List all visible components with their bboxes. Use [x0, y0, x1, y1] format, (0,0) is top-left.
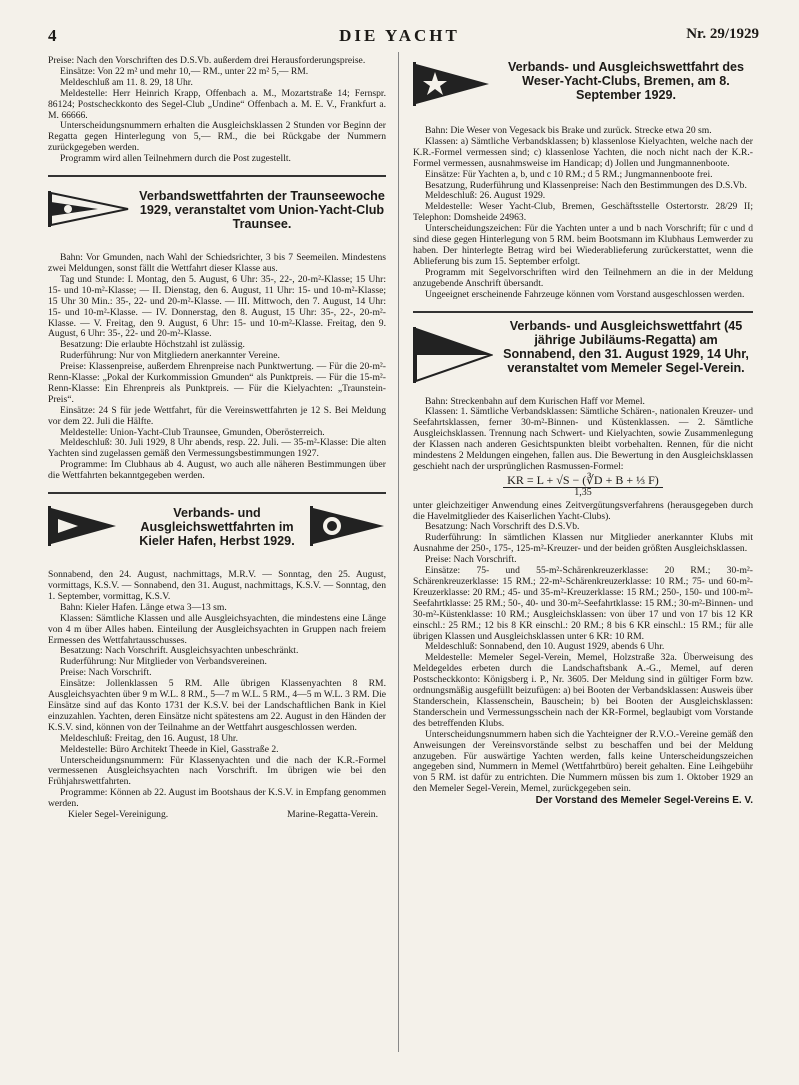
kiel-paragraph: Meldestelle: Büro Architekt Theede in Kiel, Gasstraße 2. — [60, 743, 279, 755]
kiel-paragraph: Ruderführung: Nur Mitglieder von Verbandsvereinen. — [60, 656, 267, 668]
weser-paragraph: Bahn: Die Weser von Vegesack bis Brake und zurück. Strecke etwa 20 sm. — [425, 125, 712, 136]
kiel-paragraph: Bahn: Kieler Hafen. Länge etwa 3—13 sm. — [60, 601, 227, 613]
traunsee-paragraph: Ruderführung: Nur von Mitgliedern anerkannter Vereine. — [60, 350, 280, 362]
traunsee-paragraph: Preise: Klassenpreise, außerdem Ehrenpreise nach Punktwertung. — Für die 20-m²-Renn-Klasse: „Pokal der Kurkommission Gmunden“ als Punktpreis. — Für die 15-m²-Renn-Klasse: Ein Ehrenpreis als Punktpreis. — Für die Kielyachten: „Traunstein-Preis“. — [48, 361, 386, 405]
kiel-heading: Verbands- und Ausgleichswettfahrten im Kieler Hafen, Herbst 1929. — [139, 506, 295, 549]
intro-paragraph: Einsätze: Von 22 m² und mehr 10,— RM., unter 22 m² 5,— RM. — [60, 65, 309, 77]
memel-heading: Verbands- und Ausgleichswettfahrt (45 jährige Jubiläums-Regatta) am Sonnabend, den 31. August 1929, 14 Uhr, veranstaltet vom Memeler Segel-Verein. — [503, 318, 749, 375]
issue-number: Nr. 29/1929 — [686, 26, 759, 42]
rasmussen-formula — [413, 472, 753, 499]
page-number: 4 — [48, 26, 57, 45]
kiel-paragraph: Meldeschluß: Freitag, den 16. August, 18 Uhr. — [60, 732, 238, 744]
weser-paragraph: Einsätze: Für Yachten a, b, und c 10 RM.; d 5 RM.; Jungmannenboote frei. — [425, 168, 713, 180]
traunsee-pennant-icon — [48, 189, 130, 229]
intro-paragraph: Unterscheidungsnummern erhalten die Ausgleichsklassen 2 Stunden vor Beginn der Regatta gegen Hinterlegung von 5,— RM., die bei Rückgabe der Nummern zurückgegeben werden. — [48, 120, 386, 154]
left-column — [48, 56, 386, 821]
memel-paragraph: Klassen: 1. Sämtliche Verbandsklassen: Sämtliche Schären-, nationalen Kreuzer- und Seefahrtsklassen, ferner 30-m²-Binnen- und Küstenklassen. — 2. Sämtliche Ausgleichsklassen. Trennung nach Schwert- und Kielyachten, sowie Zusammenlegung der Klassen nach anderen Gesichtspunkten bleibt vorbehalten. Rennen, für die nicht mindestens 2 Meldungen eingehen, fallen aus. Die Bewertung in den Ausgleichsklassen geschieht nach der ursprünglichen Rasmussen-Formel: — [413, 406, 753, 472]
traunsee-head — [48, 183, 386, 247]
intro-section — [48, 56, 386, 165]
kiel-paragraph: Klassen: Sämtliche Klassen und alle Ausgleichsyachten, die mindestens eine Länge von 4 m über Alles haben. Einteilung der Ausgleichsyachten in Gruppen nach freiem Ermessen des Wettfahrtausschusses. — [48, 612, 386, 646]
traunsee-section — [48, 175, 386, 482]
memel-paragraph: Ruderführung: In sämtlichen Klassen nur Mitglieder anerkannter Klubs mit Ausnahme der 250-, 175-, 125-m²-Kreuzer- und der beiden größten Ausgleichsklassen. — [413, 532, 753, 555]
intro-paragraph: Meldeschluß am 11. 8. 29, 18 Uhr. — [60, 76, 193, 88]
traunsee-paragraph: Besatzung: Die erlaubte Höchstzahl ist zulässig. — [60, 339, 245, 351]
memel-paragraph: Einsätze: 75- und 55-m²-Schärenkreuzerklasse: 20 RM.; 30-m²-Schärenkreuzerklasse: 15 RM.; 22-m²-Schärenkreuzerklasse: 10 RM.; 75- und 60-m²-Kreuzerklasse: 20 RM.; 45- und 35-m²-Kreuzerklasse: 15 RM.; 250-, 150- und 100-m²-Seefahrtklasse: 25 RM.; 50-, 40- und 30-m²-Seefahrtklasse: 15 RM.; 30-m²-Binnen- und 30-m²-Küstenklasse: 10 RM.; Ausgleichsklassen: von über 17 und von 17 bis 12 KR einschl.: 25 RM.; 12 bis 8 KR einschl.: 20 RM.; 8 bis 6 KR einschl.: 15 RM.; für alle übrigen Klassen und Ausgleichsklassen unter 6 KR: 10 RM. — [413, 565, 753, 642]
memel-section — [413, 311, 753, 808]
traunsee-paragraph: Bahn: Vor Gmunden, nach Wahl der Schiedsrichter, 3 bis 7 Seemeilen. Mindestens zwei Meldungen, sonst fällt die Wettfahrt dieser Klasse aus. — [48, 252, 386, 274]
journal-title: DIE YACHT — [339, 26, 460, 45]
traunsee-paragraph: Meldeschluß: 30. Juli 1929, 8 Uhr abends, resp. 22. Juli. — 35-m²-Klasse: Die alten Yachten sind zugelassen gemäß den Vermessungsbestimmungen 1927. — [48, 437, 386, 460]
weser-section — [413, 56, 753, 301]
formula-numerator: KR = L + √S − (∛D + B + ⅓ F) — [503, 475, 663, 488]
memel-head — [413, 319, 753, 391]
memel-paragraph: Bahn: Streckenbahn auf dem Kurischen Haff vor Memel. — [425, 395, 645, 407]
kiel-sign-left: Kieler Segel-Vereinigung. — [68, 809, 169, 821]
weser-paragraph: Ungeeignet erscheinende Fahrzeuge können vom Vorstand ausgeschlossen werden. — [425, 288, 745, 300]
formula-denominator: 1,35 — [574, 486, 592, 498]
memel-pennant-icon — [413, 325, 493, 385]
weser-head — [413, 56, 753, 120]
right-column — [413, 56, 753, 807]
memel-paragraph: Unterscheidungsnummern haben sich die Yachteigner der R.V.O.-Vereine gemäß den Anweisungen der Vereinsvorstände selbst zu beschaffen und bei der Meldung anzugeben. Für auswärtige Yachten werden, falls keine Unterscheidungszeichen angegeben sind, Nummern in Memel (Wettfahrtbüro) bereit gehalten. Eine Leihgebühr von 5 RM. ist dafür zu entrichten. Die Nummern müssen bis zum 1. Oktober 1929 an den Memeler Segel-Verein, Memel, zurückgegeben sein. — [413, 728, 753, 795]
memel-paragraph: Meldestelle: Memeler Segel-Verein, Memel, Holzstraße 32a. Überweisung des Meldegeldes erbeten durch die Landschaftsbank A.-G., Memel, auf deren Postscheckkonto: Königsberg i. P., Nr. 3605. Der Meldung sind in gültiger Form bzw. ordnungsmäßig ausgefüllt beizufügen: a) bei Booten der Verbandsklassen: Ausweis über Standerschein, Klassenschein, Bauschein; b) bei Booten der Ausgleichsklassen: Standerschein und Vermessungsschein nach der KR-Formel, beglaubigt vom Vorstande des betreffenden Klubs. — [413, 652, 753, 729]
traunsee-heading: Verbandswettfahrten der Traunseewoche 1929, veranstaltet vom Union-Yacht-Club Traunsee. — [139, 189, 385, 232]
kiel-pennant-left-icon — [48, 504, 118, 548]
memel-paragraph: Preise: Nach Vorschrift. — [425, 554, 517, 566]
traunsee-paragraph: Einsätze: 24 S für jede Wettfahrt, für die Vereinswettfahrten je 12 S. Bei Meldung vor dem 22. Juli die Hälfte. — [48, 404, 386, 427]
kiel-paragraph: Besatzung: Nach Vorschrift. Ausgleichsyachten unbeschränkt. — [60, 645, 299, 657]
intro-paragraph: Programm wird allen Teilnehmern durch die Post zugestellt. — [60, 153, 291, 165]
kiel-signatures — [48, 810, 386, 821]
traunsee-paragraph: Meldestelle: Union-Yacht-Club Traunsee, Gmunden, Oberösterreich. — [60, 426, 325, 438]
weser-paragraph: Programm mit Segelvorschriften wird den Teilnehmern an die in der Meldung anzugebende Anschrift übersandt. — [413, 266, 753, 289]
weser-paragraph: Meldestelle: Weser Yacht-Club, Bremen, Geschäftsstelle Ostertorstr. 28/29 II; Telephon: Domsheide 24963. — [413, 201, 753, 224]
kiel-head — [48, 500, 386, 564]
memel-paragraph: Besatzung: Nach Vorschrift des D.S.Vb. — [425, 521, 580, 533]
intro-paragraph: Meldestelle: Herr Heinrich Krapp, Offenbach a. M., Mozartstraße 14; Fernspr. 86124; Postscheckkonto des Segel-Club „Undine“ Offenbach a. M. E. V., Frankfurt a. M. 66666. — [48, 87, 386, 121]
kiel-paragraph: Unterscheidungsnummern: Für Klassenyachten und die nach der K.R.-Formel vermessenen Ausgleichsyachten nach Vorschrift. Im übrigen wie bei den Frühjahrswettfahrten. — [48, 754, 386, 788]
traunsee-paragraph: Tag und Stunde: I. Montag, den 5. August, 6 Uhr: 35-, 22-, 20-m²-Klasse; 15 Uhr: 15- und 10-m²-Klasse; — II. Dienstag, den 6. August, 11 Uhr: 15- und 10-m²-Klasse; 15 Uhr 30 Min.: 35-, 22- und 20-m²-Klasse. — III. Mittwoch, den 7. August, 14 Uhr: 15- und 10-m²-Klasse. — IV. Donnerstag, den 8. August, 15 Uhr: 35-, 22-, 20-m²-Klasse. — V. Freitag, den 9. August, 6 Uhr: 15- und 10-m²-Klasse. Freitag, den 9. August, 6 Uhr: 35-, 22- und 20-m²-Klasse. — [48, 273, 386, 340]
page-header — [0, 26, 799, 48]
memel-paragraph: Meldeschluß: Sonnabend, den 10. August 1929, abends 6 Uhr. — [425, 641, 665, 653]
weser-pennant-icon — [413, 60, 491, 108]
column-divider — [398, 52, 399, 1052]
kiel-paragraph: Preise: Nach Vorschrift. — [60, 667, 152, 679]
kiel-section — [48, 492, 386, 821]
weser-paragraph: Meldeschluß: 26. August 1929. — [425, 190, 546, 202]
kiel-pennant-right-icon — [310, 504, 386, 548]
weser-paragraph: Klassen: a) Sämtliche Verbandsklassen; b) klassenlose Kielyachten, welche nach der K.R.-Formel vermessen sind; c) klassenlose Yachten, die noch nicht nach der K.R.-Formel vermessen, ausnahmsweise im Handicap; d) Jollen und Jungmannenboote. — [413, 135, 753, 169]
memel-paragraph: unter gleichzeitiger Anwendung eines Zeitvergütungsverfahrens (herausgegeben durch die Havelmitglieder des Kaiserlichen Yacht-Clubs). — [413, 499, 753, 522]
weser-paragraph: Unterscheidungszeichen: Für die Yachten unter a und b nach Vorschrift; für c und d sind diese gegen Hinterlegung von 5 RM. beim Bootsmann im Klubhaus Lemwerder zu haben. Der hinterlegte Betrag wird bei Wiederablieferung zurückerstattet, wenn die Ablieferung bis zum 15. September erfolgt. — [413, 223, 753, 267]
weser-paragraph: Besatzung, Ruderführung und Klassenpreise: Nach den Bestimmungen des D.S.Vb. — [425, 179, 747, 191]
traunsee-paragraph: Programme: Im Clubhaus ab 4. August, wo auch alle näheren Bestimmungen über die Wettfahrten bekanntgegeben werden. — [48, 459, 386, 482]
memel-signature: Der Vorstand des Memeler Segel-Vereins E. V. — [535, 795, 753, 807]
weser-heading: Verbands- und Ausgleichswettfahrt des Weser-Yacht-Clubs, Bremen, am 8. September 1929. — [507, 60, 745, 102]
kiel-paragraph: Programme: Können ab 22. August im Bootshaus der K.S.V. in Empfang genommen werden. — [48, 787, 386, 810]
kiel-paragraph: Sonnabend, den 24. August, nachmittags, M.R.V. — Sonntag, den 25. August, vormittags, K.S.V. — Sonnabend, den 31. August, nachmittags, K.S.V. — Sonntag, den 1. September, vormittag, K.S.V. — [48, 569, 386, 602]
intro-paragraph: Preise: Nach den Vorschriften des D.S.Vb. außerdem drei Herausforderungspreise. — [48, 55, 366, 66]
kiel-paragraph: Einsätze: Jollenklassen 5 RM. Alle übrigen Klassenyachten 8 RM. Ausgleichsyachten über 9 m W.L. 8 RM., 5—7 m W.L. 5 RM., 4—5 m W.L. 3 RM. Die Einsätze sind auf das Konto 1731 der K.S.V. bei der Landschaftlichen Bank in Kiel einzuzahlen. Yachten, deren Einsätze nicht spätestens am 22. August in den Händen der K.S.V. sind, können von der Teilnahme an der Wettfahrt ausgeschlossen werden. — [48, 678, 386, 733]
kiel-sign-right: Marine-Regatta-Verein. — [287, 809, 378, 821]
